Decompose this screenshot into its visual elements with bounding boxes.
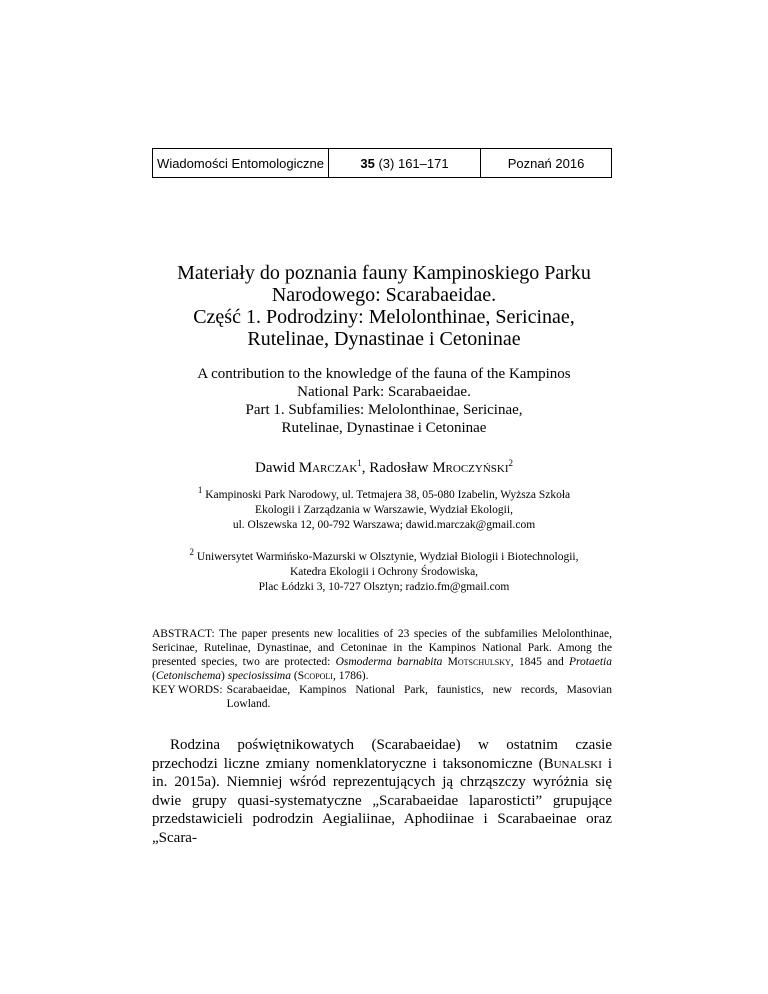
author-sep: , Radosław [361, 460, 433, 476]
title-pl-line: Narodowego: Scarabaeidae. [271, 284, 497, 306]
title-en-line: Part 1. Subfamilies: Melolonthinae, Sericinae, [245, 402, 523, 418]
abstract-text: , 1845 and [510, 656, 569, 668]
aff2-line: Uniwersytet Warmińsko-Mazurski w Olsztynie, Wydział Biologii i Biotechnologii, [196, 551, 579, 563]
title-english [100, 365, 668, 437]
abstract-text: ABSTRACT: The paper presents new localities of 23 species of the subfamilies Melolonthinae, Sericinae, Rutelinae, Dynastinae, and Cetoninae in the Kampinos National Park. Among the presented species, two are protected: [152, 628, 612, 668]
species-author: Motschulsky [447, 656, 511, 668]
keywords [152, 683, 612, 711]
abstract-text: ( [152, 656, 615, 682]
volume-pages [329, 149, 481, 177]
abstract-text: ) [221, 670, 228, 682]
issue-pages: (3) 161–171 [374, 155, 449, 171]
author1-last: Marczak [298, 460, 358, 476]
affiliation-1 [170, 485, 598, 533]
aff2-number: 2 [189, 547, 195, 558]
title-en-line: A contribution to the knowledge of the fauna of the Kampinos [197, 366, 571, 382]
author2-last: Mroczyński [432, 460, 509, 476]
abstract-text: , 1786). [332, 670, 369, 682]
abstract-text: ( [290, 670, 298, 682]
aff2-line: Katedra Ekologii i Ochrony Środowiska, [289, 566, 479, 578]
title-pl-line: Materiały do poznania fauny Kampinoskiego Parku [177, 262, 591, 284]
aff1-line: Kampinoski Park Narodowy, ul. Tetmajera 38, 05-080 Izabelin, Wyższa Szkoła [205, 489, 571, 501]
journal-header [152, 148, 612, 178]
subgenus-name: Cetonischema [155, 670, 221, 682]
title-pl-line: Część 1. Podrodziny: Melolonthinae, Sericinae, [193, 306, 575, 328]
title-pl-line: Rutelinae, Dynastinae i Cetoninae [247, 328, 521, 350]
authors [100, 460, 668, 477]
aff1-number: 1 [197, 485, 203, 496]
body-text: Rodzina poświętnikowatych (Scarabaeidae) w ostatnim czasie przechodzi liczne zmiany nomenklatoryczne i taksonomiczne ( [152, 737, 612, 772]
aff1-line: ul. Olszewska 12, 00-792 Warszawa; dawid.marczak@gmail.com [232, 519, 536, 531]
aff2-line: Plac Łódzki 3, 10-727 Olsztyn; radzio.fm@gmail.com [258, 581, 510, 593]
title-en-line: National Park: Scarabaeidae. [297, 384, 471, 400]
place-year: Poznań 2016 [507, 155, 585, 171]
citation-author: Bunalski [543, 755, 602, 772]
species-epithet: speciosissima [227, 670, 291, 682]
volume-number: 35 [360, 155, 375, 171]
keywords-label: KEY WORDS: [152, 684, 223, 696]
species-author: Scopoli [297, 670, 333, 682]
species-name: Protaetia [568, 656, 612, 668]
journal-name: Wiadomości Entomologiczne [153, 149, 329, 177]
abstract [152, 627, 615, 683]
keywords-text: Scarabaeidae, Kampinos National Park, faunistics, new records, Masovian Lowland. [226, 684, 612, 710]
body-paragraph [152, 736, 612, 847]
body-text: i in. 2015a). Niemniej wśród reprezentujących ją chrząszczy wyróżnia się dwie grupy quasi-systematyczne „Scarabaeidae laparosticti” grupujące przedstawicieli podrodzin Aegialiinae, Aphodiinae i Scarabaeinae oraz „Scara- [152, 755, 613, 846]
aff1-line: Ekologii i Zarządzania w Warszawie, Wydział Ekologii, [255, 504, 513, 516]
author1-first: Dawid [254, 460, 299, 476]
author2-sup: 2 [508, 458, 514, 468]
species-name: Osmoderma barnabita [335, 656, 443, 668]
title-en-line: Rutelinae, Dynastinae i Cetoninae [281, 420, 487, 436]
affiliation-2 [170, 547, 598, 595]
author1-sup: 1 [357, 458, 362, 468]
title-polish [100, 262, 668, 350]
